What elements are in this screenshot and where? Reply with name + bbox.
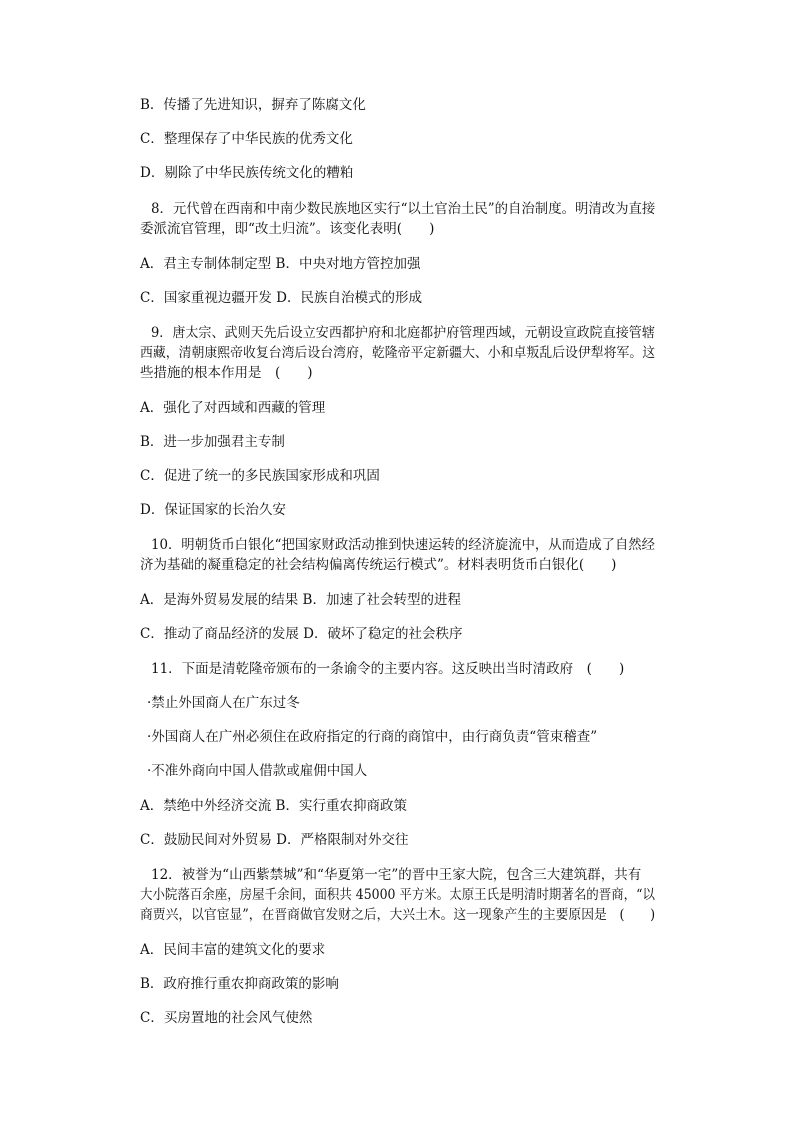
q11-stem: 11．下面是清乾隆帝颁布的一条谕令的主要内容。这反映出当时清政府 ( ) bbox=[151, 661, 625, 677]
q10-options-cd: C．推动了商品经济的发展 D．破坏了稳定的社会秩序 bbox=[140, 626, 463, 642]
q8-stem-line1: 8．元代曾在西南和中南少数民族地区实行“以土官治土民”的自治制度。明清改为直接 bbox=[151, 201, 656, 217]
q12-stem-line2: 大小院落百余座，房屋千余间，面积共 45000 平方米。太原王氏是明清时期著名的晋商，“以 bbox=[140, 887, 655, 903]
q11-bullet-1: ·禁止外国商人在广东过冬 bbox=[147, 695, 300, 711]
q10-stem-line2: 济为基础的凝重稳定的社会结构偏离传统运行模式”。材料表明货币白银化( ) bbox=[140, 557, 617, 573]
q8-options-cd: C．国家重视边疆开发 D．民族自治模式的形成 bbox=[140, 290, 422, 306]
q7-option-c: C．整理保存了中华民族的优秀文化 bbox=[140, 131, 353, 147]
q11-bullet-2: ·外国商人在广州必须住在政府指定的行商的商馆中，由行商负责“管束稽查” bbox=[147, 729, 598, 745]
q11-options-cd: C．鼓励民间对外贸易 D．严格限制对外交往 bbox=[140, 832, 409, 848]
q11-options-ab: A．禁绝中外经济交流 B．实行重农抑商政策 bbox=[140, 798, 407, 814]
q10-options-ab: A．是海外贸易发展的结果 B．加速了社会转型的进程 bbox=[140, 592, 461, 608]
q9-option-a: A．强化了对西域和西藏的管理 bbox=[140, 400, 326, 416]
q12-option-b: B．政府推行重农抑商政策的影响 bbox=[140, 976, 339, 992]
q7-option-b: B．传播了先进知识，摒弃了陈腐文化 bbox=[140, 97, 366, 113]
q12-option-c: C．买房置地的社会风气使然 bbox=[140, 1010, 313, 1026]
q8-stem-line2: 委派流官管理，即“改土归流”。该变化表明( ) bbox=[140, 221, 435, 237]
q9-option-c: C．促进了统一的多民族国家形成和巩固 bbox=[140, 468, 380, 484]
q9-option-d: D．保证国家的长治久安 bbox=[140, 502, 286, 518]
q9-stem-line2: 西藏，清朝康熙帝收复台湾后设台湾府，乾隆帝平定新疆大、小和卓叛乱后设伊犁将军。这 bbox=[140, 345, 656, 361]
q11-bullet-3: ·不准外商向中国人借款或雇佣中国人 bbox=[147, 763, 368, 779]
q10-stem-line1: 10．明朝货币白银化“把国家财政活动推到快速运转的经济旋流中，从而造成了自然经 bbox=[151, 537, 655, 553]
q9-option-b: B．进一步加强君主专制 bbox=[140, 434, 285, 450]
q8-options-ab: A．君主专制体制定型 B．中央对地方管控加强 bbox=[140, 256, 421, 272]
q9-stem-line3: 些措施的根本作用是 ( ) bbox=[140, 365, 313, 381]
q9-stem-line1: 9．唐太宗、武则天先后设立安西都护府和北庭都护府管理西域，元朝设宣政院直接管辖 bbox=[151, 325, 655, 341]
q12-stem-line1: 12．被誉为“山西紫禁城”和“华夏第一宅”的晋中王家大院，包含三大建筑群，共有 bbox=[151, 867, 642, 883]
q12-stem-line3: 商贾兴，以官宦显”，在晋商做官发财之后，大兴土木。这一现象产生的主要原因是 ( ) bbox=[140, 907, 656, 923]
q7-option-d: D．剔除了中华民族传统文化的糟粕 bbox=[140, 165, 354, 181]
q12-option-a: A．民间丰富的建筑文化的要求 bbox=[140, 942, 326, 958]
